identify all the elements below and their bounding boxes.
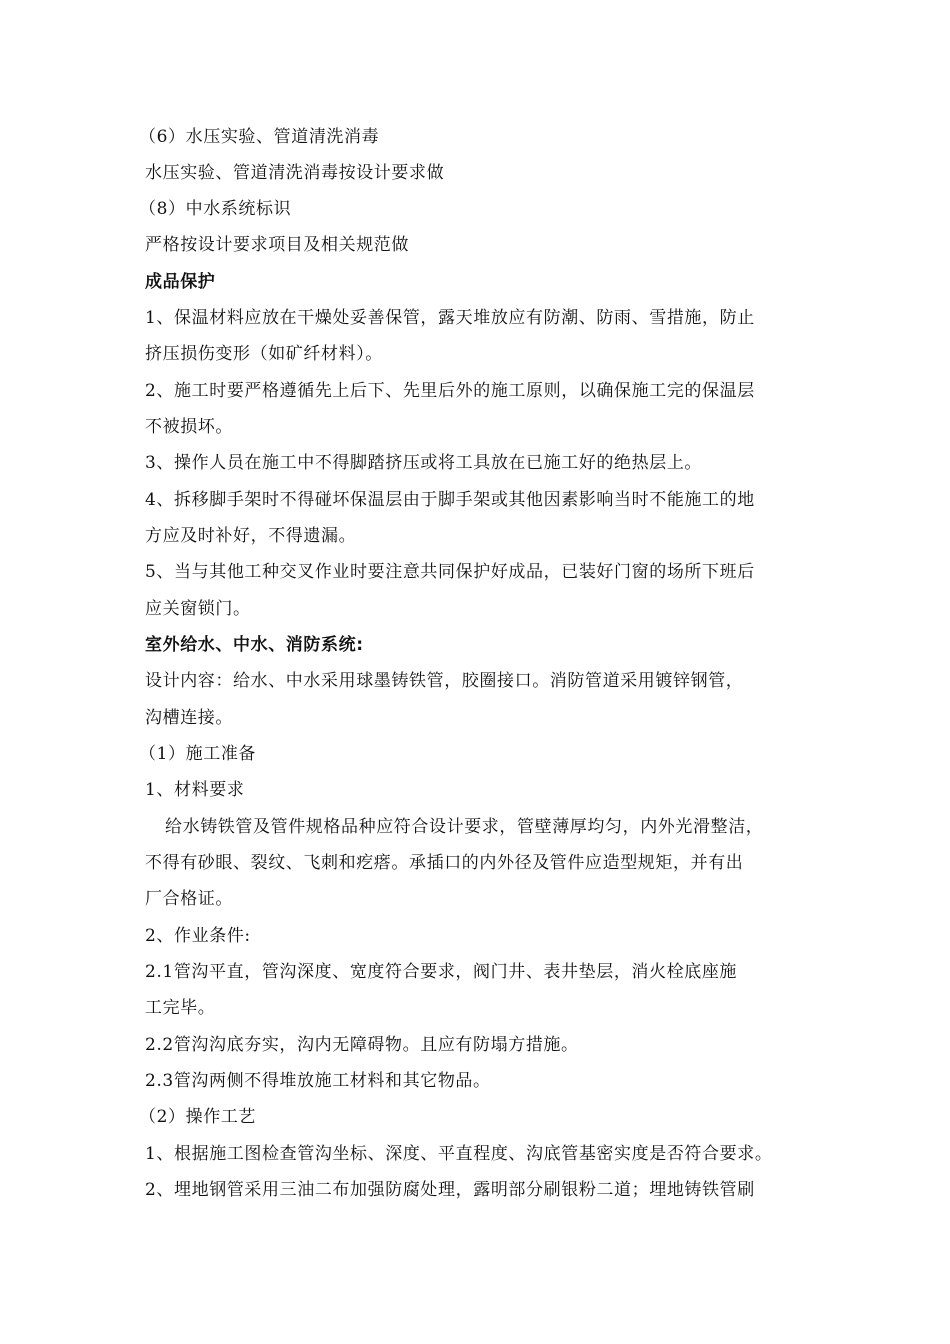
subheading-work-conditions: 2、作业条件: [145,926,251,946]
heading-operation-process: （2）操作工艺 [139,1107,257,1127]
paragraph-line: 方应及时补好，不得遗漏。 [145,526,357,546]
subheading-material-requirements: 1、材料要求 [145,780,245,800]
paragraph-line: 3、操作人员在施工中不得脚踏挤压或将工具放在已施工好的绝热层上。 [145,453,703,473]
paragraph-line: 不被损坏。 [145,417,233,437]
paragraph-line: 5、当与其他工种交叉作业时要注意共同保护好成品，已装好门窗的场所下班后 [145,562,755,582]
paragraph-line: 厂合格证。 [145,889,233,909]
paragraph-line: 严格按设计要求项目及相关规范做 [145,235,409,255]
paragraph-line: 设计内容：给水、中水采用球墨铸铁管，胶圈接口。消防管道采用镀锌钢管， [145,671,744,691]
heading-reclaimed-water-marking: （8）中水系统标识 [139,199,292,219]
paragraph-line: 2.2管沟沟底夯实，沟内无障碍物。且应有防塌方措施。 [145,1035,579,1055]
paragraph-line: 给水铸铁管及管件规格品种应符合设计要求，管壁薄厚均匀，内外光滑整洁， [165,817,764,837]
section-title-product-protection: 成品保护 [145,272,216,292]
paragraph-line: 应关窗锁门。 [145,599,251,619]
paragraph-line: 沟槽连接。 [145,708,233,728]
paragraph-line: 不得有砂眼、裂纹、飞刺和疙瘩。承插口的内外径及管件应造型规矩，并有出 [145,853,744,873]
paragraph-line: 4、拆移脚手架时不得碰坏保温层由于脚手架或其他因素影响当时不能施工的地 [145,490,755,510]
paragraph-line: 2、埋地钢管采用三油二布加强防腐处理，露明部分刷银粉二道；埋地铸铁管刷 [145,1180,755,1200]
heading-construction-preparation: （1）施工准备 [139,744,257,764]
paragraph-line: 2、施工时要严格遵循先上后下、先里后外的施工原则，以确保施工完的保温层 [145,381,755,401]
paragraph-line: 1、保温材料应放在干燥处妥善保管，露天堆放应有防潮、防雨、雪措施，防止 [145,308,755,328]
heading-hydrostatic-test: （6）水压实验、管道清洗消毒 [139,127,380,147]
paragraph-line: 2.3管沟两侧不得堆放施工材料和其它物品。 [145,1071,491,1091]
paragraph-line: 水压实验、管道清洗消毒按设计要求做 [145,163,445,183]
paragraph-line: 1、根据施工图检查管沟坐标、深度、平直程度、沟底管基密实度是否符合要求。 [145,1144,773,1164]
paragraph-line: 挤压损伤变形（如矿纤材料）。 [145,344,383,364]
section-title-outdoor-water-systems: 室外给水、中水、消防系统: [145,635,364,655]
paragraph-line: 工完毕。 [145,998,216,1018]
paragraph-line: 2.1管沟平直，管沟深度、宽度符合要求，阀门井、表井垫层，消火栓底座施 [145,962,738,982]
